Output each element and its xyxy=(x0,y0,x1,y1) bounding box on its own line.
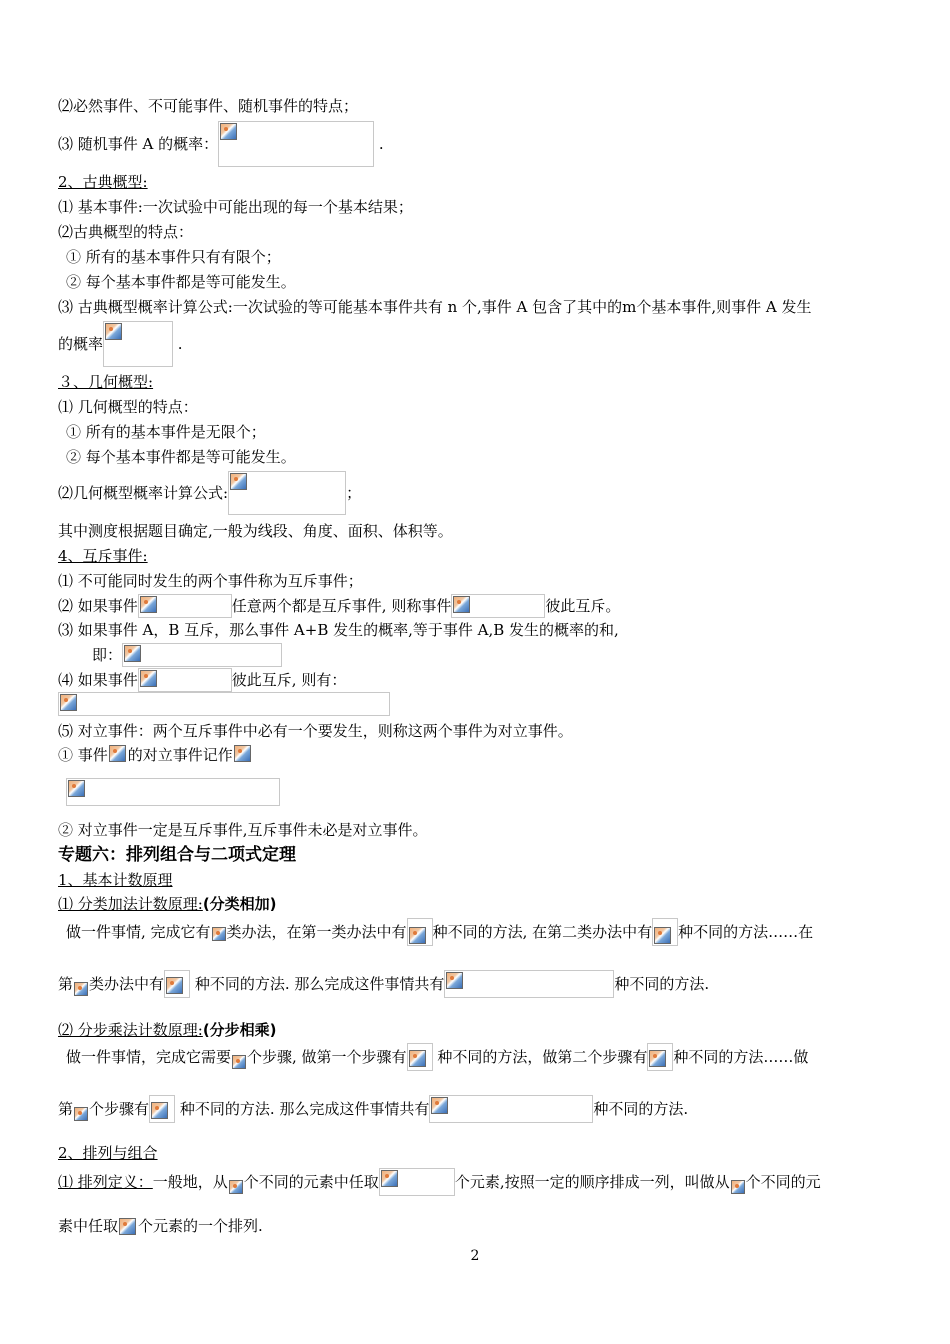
formula-image xyxy=(233,744,253,766)
text-line: ⑵ 分步乘法计数原理:(分步相乘) xyxy=(58,1021,277,1039)
formula-image xyxy=(451,594,545,618)
text-line: 即： xyxy=(92,643,282,667)
text-line: ⑵古典概型的特点： xyxy=(58,223,194,241)
formula-image xyxy=(164,970,190,998)
formula-image xyxy=(73,970,89,998)
formula-image xyxy=(231,1043,247,1071)
section-heading: 4、互斥事件: xyxy=(58,547,148,565)
text-line: ⑴ 排列定义：一般地，从 个不同的元素中任取 个元素,按照一定的顺序排成一列，叫做从 个不同的元 xyxy=(58,1168,821,1196)
section-heading: 2、排列与组合 xyxy=(58,1144,158,1162)
text-line: ⑶ 随机事件 A 的概率： . xyxy=(58,121,384,167)
text-line: 第 个步骤有 种不同的方法. 那么完成这件事情共有 种不同的方法. xyxy=(58,1095,688,1123)
text-line: 素中任取 个元素的一个排列. xyxy=(58,1214,263,1238)
page-number: 2 xyxy=(470,1248,480,1264)
formula-image xyxy=(138,594,232,618)
text-line: ① 所有的基本事件只有有限个； xyxy=(66,248,281,266)
formula-image xyxy=(379,1168,455,1196)
text-line: 的概率 . xyxy=(58,321,183,367)
text-line: ⑵ 如果事件 任意两个都是互斥事件, 则称事件 彼此互斥。 xyxy=(58,594,620,618)
formula-image xyxy=(652,918,678,946)
formula-image xyxy=(647,1043,673,1071)
formula-image xyxy=(407,1043,433,1071)
text-line: ① 事件 的对立事件记作 xyxy=(58,744,253,766)
formula-image xyxy=(58,692,390,716)
formula-image xyxy=(103,321,173,367)
text-line: ⑶ 如果事件 A，B 互斥，那么事件 A+B 发生的概率,等于事件 A,B 发生的概率的和, xyxy=(58,621,619,639)
formula-image xyxy=(218,121,374,167)
formula-image xyxy=(228,1168,244,1196)
section-heading: 1、基本计数原理 xyxy=(58,871,173,889)
text-line: ② 对立事件一定是互斥事件,互斥事件未必是对立事件。 xyxy=(58,821,428,839)
text-line: 第 类办法中有 种不同的方法. 那么完成这件事情共有 种不同的方法. xyxy=(58,970,709,998)
text-line: ⑴ 基本事件:一次试验中可能出现的每一个基本结果； xyxy=(58,198,413,216)
formula-image xyxy=(149,1095,175,1123)
text-line: ① 所有的基本事件是无限个； xyxy=(66,423,266,441)
topic-heading: 专题六：排列组合与二项式定理 xyxy=(58,845,296,865)
text-line: ⑵必然事件、不可能事件、随机事件的特点； xyxy=(58,97,359,115)
formula-image xyxy=(228,471,346,515)
formula-image xyxy=(429,1095,593,1123)
section-heading: 2、古典概型: xyxy=(58,173,148,191)
text-line: 其中测度根据题目确定,一般为线段、角度、面积、体积等。 xyxy=(58,522,453,540)
formula-image xyxy=(138,668,232,692)
text-line: ⑴ 分类加法计数原理:(分类相加) xyxy=(58,895,277,913)
formula-image xyxy=(122,643,282,667)
text-line: ⑴ 不可能同时发生的两个事件称为互斥事件； xyxy=(58,572,363,590)
formula-image xyxy=(211,919,227,945)
section-heading: ３、几何概型: xyxy=(58,373,154,391)
formula-image xyxy=(108,744,128,766)
text-line: ⑶ 古典概型概率计算公式:一次试验的等可能基本事件共有 n 个,事件 A 包含了其中的m个基本事件,则事件 A 发生 xyxy=(58,298,812,316)
formula-line xyxy=(66,778,280,806)
text-line: 做一件事情，完成它需要 个步骤, 做第一个步骤有 种不同的方法，做第二个步骤有 种不同的方法……做 xyxy=(66,1043,808,1071)
text-line: ② 每个基本事件都是等可能发生。 xyxy=(66,273,296,291)
formula-image xyxy=(444,970,614,998)
text-line: ⑸ 对立事件：两个互斥事件中必有一个要发生，则称这两个事件为对立事件。 xyxy=(58,722,573,740)
formula-image xyxy=(730,1168,746,1196)
text-line: ⑵几何概型概率计算公式: ； xyxy=(58,471,361,515)
formula-image xyxy=(73,1095,89,1123)
formula-line xyxy=(58,692,390,716)
text-line: ⑴ 几何概型的特点： xyxy=(58,398,198,416)
formula-image xyxy=(66,778,280,806)
text-line: ⑷ 如果事件 彼此互斥, 则有： xyxy=(58,668,346,692)
text-line: ② 每个基本事件都是等可能发生。 xyxy=(66,448,296,466)
formula-image xyxy=(407,918,433,946)
text-line: 做一件事情, 完成它有 类办法，在第一类办法中有 种不同的方法, 在第二类办法中有 种不同的方法……在 xyxy=(66,918,813,946)
formula-image xyxy=(118,1214,138,1238)
